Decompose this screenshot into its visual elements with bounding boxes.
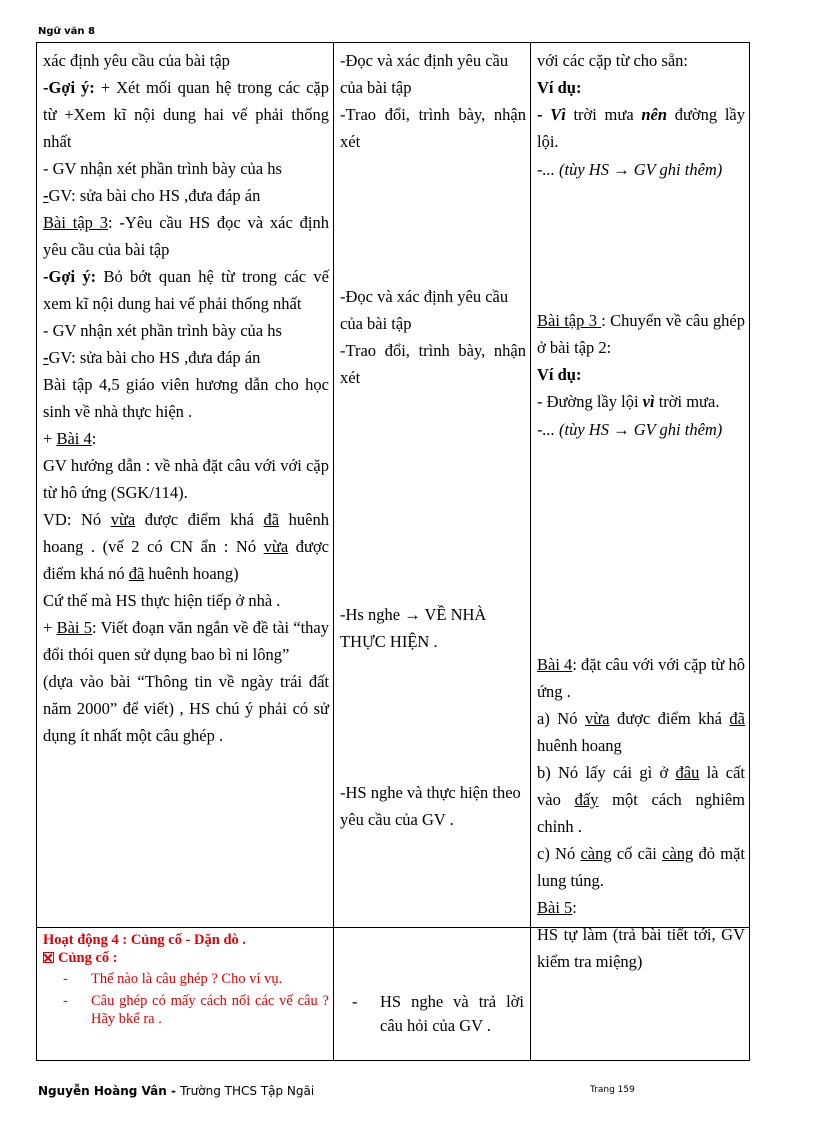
student-activity-cell <box>334 43 531 928</box>
continue-at-home: Cứ thế mà HS thực hiện tiếp ở nhà . <box>43 591 281 610</box>
answer-a: a) Nó vừa được điểm khá đã huênh hoang <box>537 709 745 755</box>
example-vd: VD: Nó vừa được điểm khá đã huênh hoang . (vế 2 có CN ẩn : Nó vừa được điểm khá nó đã huênh hoang) <box>43 510 329 583</box>
consolidate-heading: Củng cố : <box>43 949 329 967</box>
activity-4-title: Hoạt động 4 : Củng cố - Dặn dò . <box>43 932 247 948</box>
student-answer: HS nghe và trả lời câu hỏi của GV . <box>380 992 524 1035</box>
bai4-heading: Bài 4: đặt câu với với cặp từ hô ứng . <box>537 655 745 701</box>
question-2: - Câu ghép có mấy cách nối các vế câu ? Hãy bkể ra . <box>63 992 329 1028</box>
page-footer: Nguyễn Hoàng Vân - Trường THCS Tập Ngãi Trang 159 <box>38 1084 635 1098</box>
student-follow-note: -HS nghe và thực hiện theo yêu cầu của GV . <box>340 783 521 829</box>
arrow-right-icon: → <box>404 605 421 624</box>
bai4-text: GV hướng dẫn : về nhà đặt câu với với cặp từ hô ứng (SGK/114). <box>43 456 329 502</box>
hint-1: -Gợi ý: + Xét mối quan hệ trong các cặp từ +Xem kĩ nội dung hai vế phải thống nhất <box>43 78 329 151</box>
example-label-1: Ví dụ: <box>537 78 582 97</box>
answer-c: c) Nó càng cố cãi càng đỏ mặt lung túng. <box>537 844 745 890</box>
teacher-note-1: -... (tùy HS → GV ghi thêm) <box>537 160 723 179</box>
content-cell <box>531 43 750 971</box>
gv-fix-1: -GV: sửa bài cho HS ,đưa đáp án <box>43 186 261 205</box>
hint-2: -Gợi ý: Bỏ bớt quan hệ từ trong các vế xem kĩ nội dung hai vế phải thống nhất <box>43 267 329 313</box>
activity-4-student-cell: - HS nghe và trả lời câu hỏi của GV . <box>334 928 531 1061</box>
arrow-right-icon: → <box>613 420 630 439</box>
bai5-heading: Bài 5: <box>537 898 577 917</box>
student-home-note: -Hs nghe → VỀ NHÀ THỰC HIỆN . <box>340 605 487 651</box>
student-step-2: -Trao đổi, trình bày, nhận xét <box>340 105 526 151</box>
student-step-3: -Đọc và xác định yêu cầu của bài tập <box>340 287 509 333</box>
answer-b: b) Nó lấy cái gì ở đâu là cất vào đấy một cách nghiêm chỉnh . <box>537 763 746 836</box>
content-line: với các cặp từ cho sẵn: <box>537 51 688 70</box>
exercise-3-heading: Bài tập 3: -Yêu cầu HS đọc và xác định yêu cầu của bài tập <box>43 213 329 259</box>
arrow-right-icon: → <box>613 160 630 179</box>
gv-fix-2: -GV: sửa bài cho HS ,đưa đáp án <box>43 348 261 367</box>
school-name: Trường THCS Tập Ngãi <box>180 1084 315 1098</box>
lesson-table <box>36 42 750 1061</box>
gv-comment-1: - GV nhận xét phần trình bày của hs <box>43 159 282 178</box>
bai4-heading: + Bài 4: <box>43 429 97 448</box>
exercise-4-5-note: Bài tập 4,5 giáo viên hương dẫn cho học sinh về nhà thực hiện . <box>43 375 329 421</box>
table-row <box>37 43 750 928</box>
bai5-text: + Bài 5: Viết đoạn văn ngắn về đề tài “thay đổi thói quen sử dụng bao bì ni lông” <box>43 618 330 664</box>
checkbox-x-icon <box>43 952 54 963</box>
activity-4-cell <box>37 928 334 1061</box>
author-name: Nguyễn Hoàng Vân <box>38 1084 167 1098</box>
bai5-note: (dựa vào bài “Thông tin về ngày trái đất năm 2000” để viết) , HS chú ý phải có sử dụng ít nhất một câu ghép . <box>43 672 329 745</box>
example-2: - Đường lầy lội vì trời mưa. <box>537 392 720 411</box>
hint-label: Gợi ý: <box>48 78 95 97</box>
example-1: - Vì trời mưa nên đường lầy lội. <box>537 105 745 151</box>
gv-comment-2: - GV nhận xét phần trình bày của hs <box>43 321 282 340</box>
exercise-3-heading: Bài tập 3 : Chuyển về câu ghép ở bài tập 2: <box>537 311 745 357</box>
question-1: - Thế nào là câu ghép ? Cho ví vụ. <box>63 970 329 988</box>
page-number: Trang 159 <box>590 1085 635 1095</box>
example-label-2: Ví dụ: <box>537 365 582 384</box>
page-header-subject: Ngữ văn 8 <box>38 26 95 37</box>
teacher-activity-cell <box>37 43 334 928</box>
text-line: xác định yêu cầu của bài tập <box>43 51 230 70</box>
teacher-note-2: -... (tùy HS → GV ghi thêm) <box>537 420 723 439</box>
student-step-4: -Trao đổi, trình bày, nhận xét <box>340 341 526 387</box>
hint-text: + Xét mối quan hệ trong các cặp từ +Xem kĩ nội dung hai vế phải thống nhất <box>43 78 329 151</box>
student-step-1: -Đọc và xác định yêu cầu của bài tập <box>340 51 509 97</box>
bai5-answer: HS tự làm (trả bài tiết tới, GV kiểm tra miệng) <box>537 925 745 971</box>
